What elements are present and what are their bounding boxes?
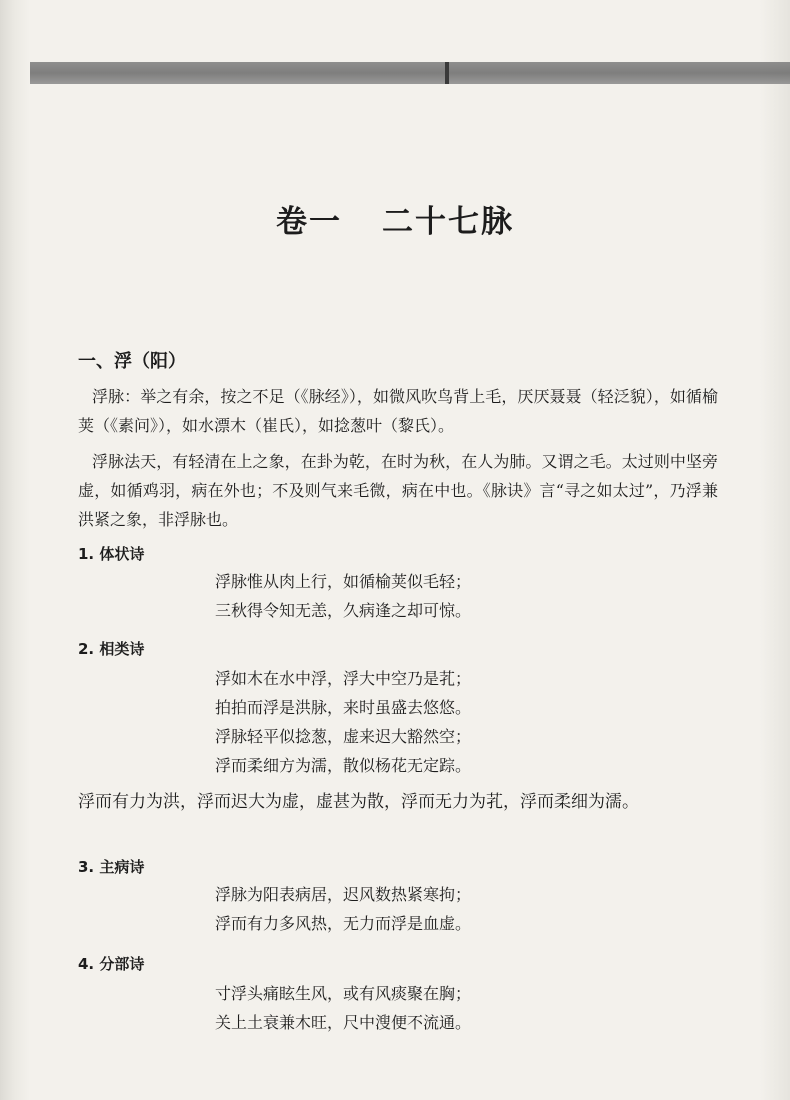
poem-4	[215, 979, 471, 1037]
poem-line: 浮而有力多风热，无力而浮是血虚。	[215, 914, 472, 933]
subsection-label-1: 1. 体状诗	[78, 545, 145, 563]
subsection-label-3: 3. 主病诗	[78, 858, 145, 876]
poem-3	[215, 880, 471, 938]
poem-line: 关上土衰兼木旺，尺中溲便不流通。	[215, 1013, 472, 1032]
summary-paragraph: 浮而有力为洪，浮而迟大为虚，虚甚为散，浮而无力为芤，浮而柔细为濡。	[78, 792, 639, 812]
paragraph-definition-text: 浮脉：举之有余，按之不足（《脉经》），如微风吹鸟背上毛，厌厌聂聂（轻泛貌），如循榆荚（《素问》），如水漂木（崔氏），如捻葱叶（黎氏）。	[78, 387, 718, 435]
poem-line: 拍拍而浮是洪脉，来时虽盛去悠悠。	[215, 698, 472, 717]
paragraph-explanation-text: 浮脉法天，有轻清在上之象，在卦为乾，在时为秋，在人为肺。又谓之毛。太过则中坚旁虚，如循鸡羽，病在外也；不及则气来毛微，病在中也。《脉诀》言“寻之如太过”，乃浮兼洪紧之象，非浮脉也。	[78, 452, 718, 529]
poem-line: 寸浮头痛眩生风，或有风痰聚在胸；	[215, 984, 472, 1003]
poem-line: 三秋得令知无恙，久病逢之却可惊。	[215, 601, 472, 620]
poem-2	[215, 664, 471, 780]
paragraph-explanation	[78, 447, 718, 534]
chapter-title-volume: 卷一	[276, 204, 342, 240]
section-heading: 一、浮（阳）	[78, 351, 186, 372]
subsection-label-2: 2. 相类诗	[78, 640, 145, 658]
poem-line: 浮脉惟从肉上行，如循榆荚似毛轻；	[215, 572, 472, 591]
poem-line: 浮脉为阳表病居，迟风数热紧寒拘；	[215, 885, 472, 904]
subsection-label-4: 4. 分部诗	[78, 955, 145, 973]
poem-line: 浮如木在水中浮，浮大中空乃是芤；	[215, 669, 472, 688]
poem-line: 浮而柔细方为濡，散似杨花无定踪。	[215, 756, 472, 775]
paragraph-definition	[78, 382, 718, 440]
chapter-title-name: 二十七脉	[382, 204, 514, 240]
poem-line: 浮脉轻平似捻葱，虚来迟大豁然空；	[215, 727, 472, 746]
page-header-band	[30, 62, 790, 84]
chapter-title	[0, 196, 790, 241]
header-mark	[445, 62, 449, 84]
poem-1	[215, 567, 471, 625]
